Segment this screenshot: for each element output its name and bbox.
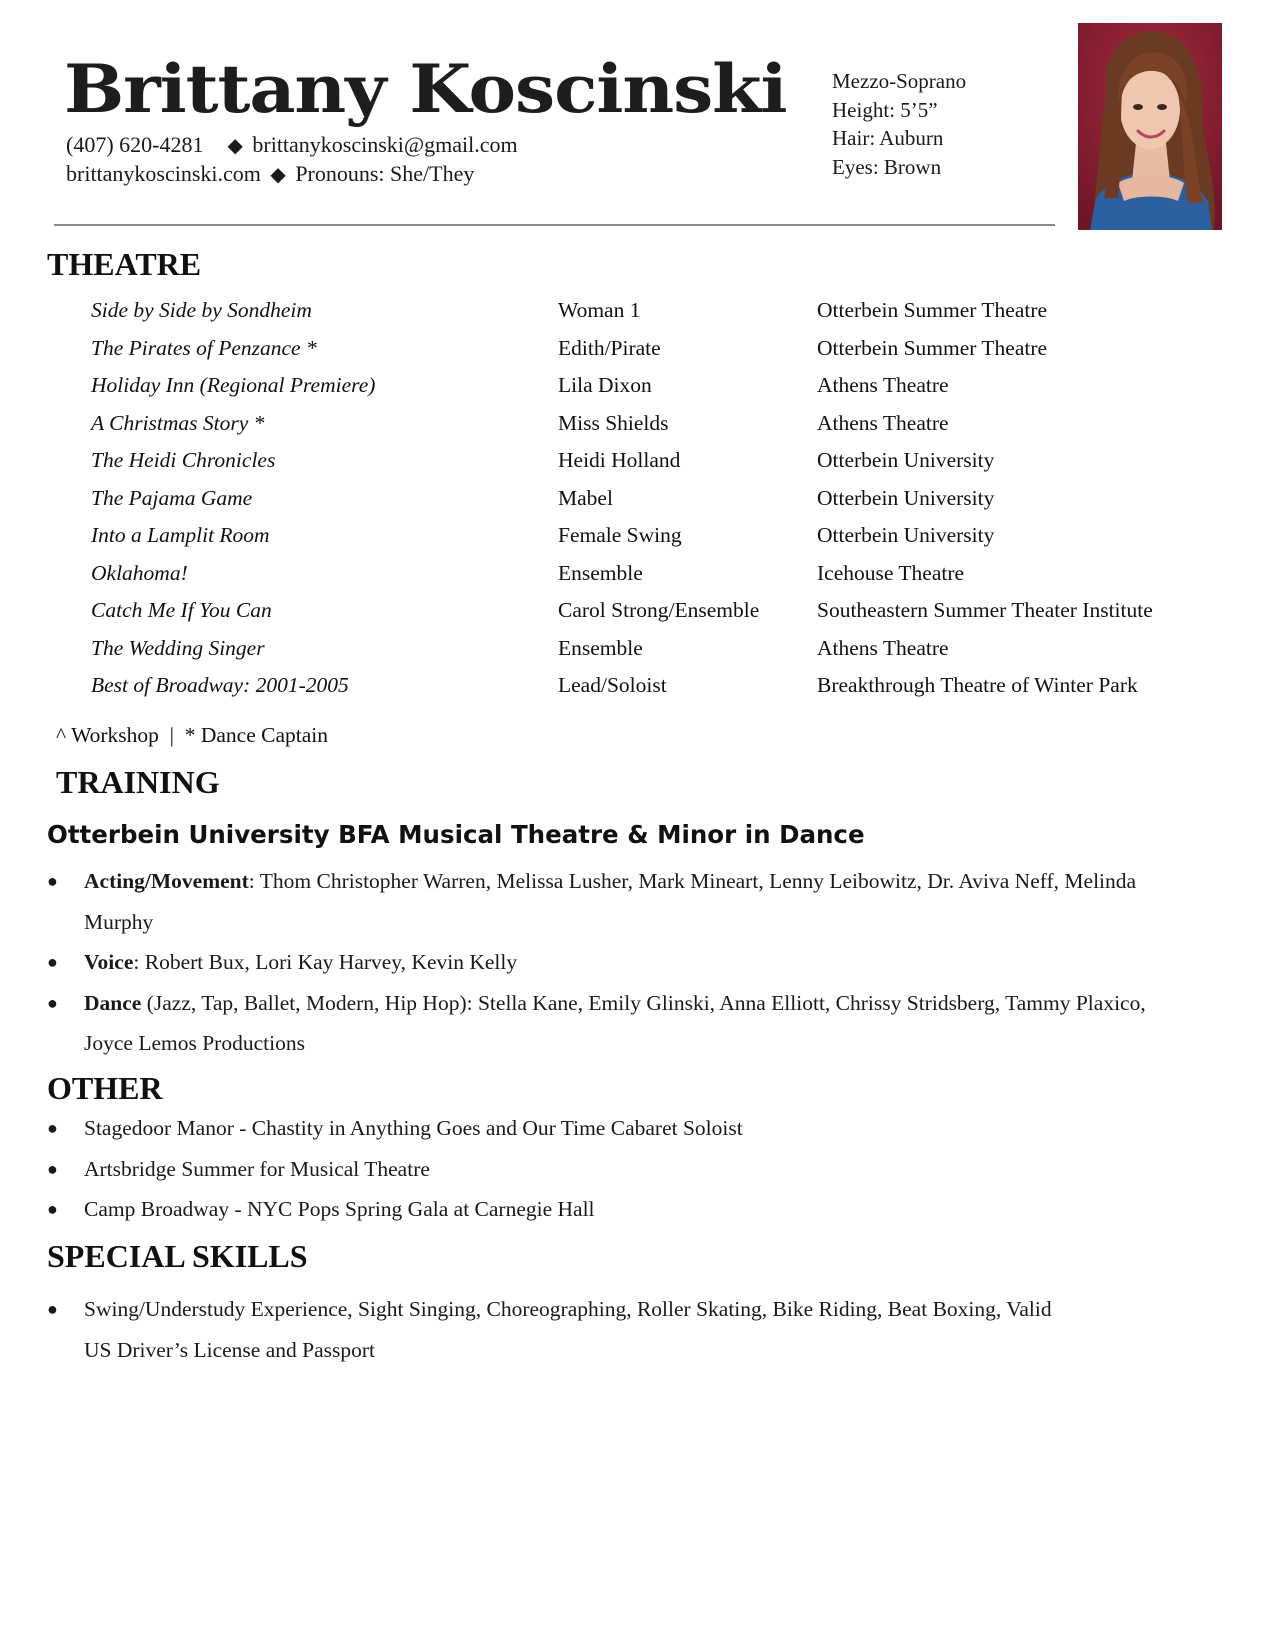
theatre-row: [0, 292, 1275, 328]
other-list: [47, 1108, 1147, 1230]
list-item: [47, 1149, 1147, 1190]
height: Height: 5’5”: [832, 97, 938, 122]
training-list: [47, 861, 1147, 1064]
venue: Athens Theatre: [817, 410, 949, 435]
diamond-separator-icon: ◆: [227, 135, 243, 157]
theatre-legend: ^ Workshop | * Dance Captain: [56, 723, 329, 747]
other-item-text: Stagedoor Manor - Chastity in Anything Goes and Our Time Cabaret Soloist: [84, 1116, 743, 1140]
contact-info: [66, 131, 518, 189]
show-title: Side by Side by Sondheim: [91, 298, 312, 322]
theatre-row: [0, 367, 1275, 403]
bullet-icon: ●: [47, 1118, 58, 1138]
contact-line-1: [66, 131, 518, 160]
list-item: [47, 983, 1147, 1064]
headshot-photo: [1078, 23, 1222, 230]
venue: Breakthrough Theatre of Winter Park: [817, 673, 1138, 697]
phone-number: (407) 620-4281: [66, 132, 204, 157]
eye-color: Eyes: Brown: [832, 154, 942, 179]
show-title: The Pajama Game: [91, 485, 253, 510]
role: Lead/Soloist: [558, 673, 667, 697]
show-title: Oklahoma!: [91, 560, 188, 585]
other-item-text: Camp Broadway - NYC Pops Spring Gala at Carnegie Hall: [84, 1197, 595, 1221]
show-title: Best of Broadway: 2001-2005: [91, 673, 349, 697]
venue: Otterbein University: [817, 523, 995, 547]
theatre-heading: THEATRE: [47, 246, 202, 282]
bullet-icon: ●: [47, 871, 58, 891]
training-category: Dance: [84, 990, 142, 1015]
website: brittanykoscinski.com: [66, 161, 261, 186]
voice-type: Mezzo-Soprano: [832, 69, 967, 93]
theatre-row: [0, 517, 1275, 553]
venue: Otterbein Summer Theatre: [817, 335, 1048, 360]
show-title: Catch Me If You Can: [91, 598, 272, 622]
contact-line-2: [66, 160, 518, 189]
training-instructors: : Robert Bux, Lori Kay Harvey, Kevin Kelly: [133, 950, 518, 974]
list-item: [47, 861, 1147, 942]
headshot-portrait-icon: [1078, 23, 1222, 230]
venue: Otterbein Summer Theatre: [817, 298, 1048, 322]
venue: Otterbein University: [817, 448, 995, 472]
bullet-icon: ●: [47, 1199, 58, 1219]
role: Ensemble: [558, 560, 643, 585]
role: Mabel: [558, 485, 613, 510]
training-instructors: : Thom Christopher Warren, Melissa Lusher, Mark Mineart, Lenny Leibowitz, Dr. Aviva Neff, Melinda Murphy: [84, 869, 1137, 934]
show-title: Holiday Inn (Regional Premiere): [91, 373, 376, 397]
role: Female Swing: [558, 523, 682, 547]
resume-name: Brittany Koscinski: [64, 50, 787, 128]
list-item: [47, 1289, 1077, 1370]
bullet-icon: ●: [47, 952, 58, 972]
role: Lila Dixon: [558, 373, 652, 397]
bullet-icon: ●: [47, 1299, 58, 1319]
bullet-icon: ●: [47, 1158, 58, 1179]
email-address: brittanykoscinski@gmail.com: [252, 132, 518, 157]
theatre-row: [0, 405, 1275, 441]
show-title: The Wedding Singer: [91, 635, 265, 660]
training-category: Acting/Movement: [84, 869, 249, 893]
pronouns: Pronouns: She/They: [295, 161, 475, 186]
other-heading: OTHER: [47, 1070, 163, 1106]
training-heading: TRAINING: [56, 764, 220, 800]
training-instructors: (Jazz, Tap, Ballet, Modern, Hip Hop): Stella Kane, Emily Glinski, Anna Elliott, Chrissy Stridsberg, Tammy Plaxico, Joyce Lemos Productions: [84, 990, 1146, 1055]
skills-list: [47, 1289, 1077, 1370]
list-item: [47, 1189, 1147, 1230]
diamond-separator-icon: ◆: [270, 164, 286, 186]
theatre-row: [0, 442, 1275, 478]
other-item-text: Artsbridge Summer for Musical Theatre: [84, 1156, 430, 1181]
role: Ensemble: [558, 635, 643, 660]
show-title: The Pirates of Penzance *: [91, 335, 317, 360]
special-skills-heading: SPECIAL SKILLS: [47, 1238, 308, 1274]
show-title: Into a Lamplit Room: [91, 523, 270, 547]
venue: Southeastern Summer Theater Institute: [817, 598, 1153, 622]
school-name: Otterbein University BFA Musical Theatre & Minor in Dance: [47, 820, 865, 849]
role: Woman 1: [558, 298, 641, 322]
venue: Icehouse Theatre: [817, 560, 965, 585]
venue: Athens Theatre: [817, 373, 949, 397]
venue: Athens Theatre: [817, 635, 949, 660]
hair-color: Hair: Auburn: [832, 126, 944, 150]
theatre-row: [0, 667, 1275, 703]
show-title: The Heidi Chronicles: [91, 448, 276, 472]
theatre-row: [0, 630, 1275, 666]
physical-stats: [832, 67, 966, 181]
venue: Otterbein University: [817, 485, 995, 510]
skills-text: Swing/Understudy Experience, Sight Singing, Choreographing, Roller Skating, Bike Riding, Beat Boxing, Valid US Driver’s License and Passport: [84, 1297, 1052, 1362]
list-item: [47, 942, 1147, 983]
training-category: Voice: [84, 950, 134, 974]
theatre-row: [0, 480, 1275, 516]
theatre-row: [0, 555, 1275, 591]
theatre-row: [0, 330, 1275, 366]
list-item: [47, 1108, 1147, 1149]
theatre-row: [0, 592, 1275, 628]
role: Edith/Pirate: [558, 335, 661, 360]
show-title: A Christmas Story *: [91, 410, 265, 435]
role: Heidi Holland: [558, 448, 681, 472]
bullet-icon: ●: [47, 992, 58, 1013]
role: Carol Strong/Ensemble: [558, 598, 760, 622]
role: Miss Shields: [558, 410, 669, 435]
header-divider: [54, 224, 1055, 226]
